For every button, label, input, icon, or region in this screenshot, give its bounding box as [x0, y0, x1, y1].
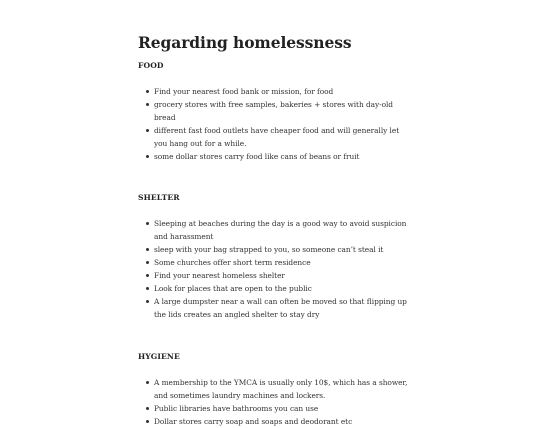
list-item: Look for places that are open to the public — [154, 282, 408, 295]
list-item: A membership to the YMCA is usually only 10$, which has a shower, and sometimes laundry machines and lockers. — [154, 378, 408, 400]
page-title: Regarding homelessness — [138, 33, 352, 52]
section-heading-food: FOOD — [138, 61, 164, 70]
list-item: Some churches offer short term residence — [154, 256, 408, 269]
list-item: sleep with your bag strapped to you, so someone can’t steal it — [154, 243, 408, 256]
food-tips-list — [138, 85, 408, 163]
list-item: some dollar stores carry food like cans of beans or fruit — [154, 150, 408, 163]
list-item: A large dumpster near a wall can often be moved so that flipping up the lids creates an angled shelter to stay dry — [154, 297, 407, 319]
list-item: grocery stores with free samples, bakeries + stores with day-old bread — [154, 98, 408, 124]
list-item: different fast food outlets have cheaper food and will generally let you hang out for a while. — [154, 124, 408, 150]
list-item: Sleeping at beaches during the day is a good way to avoid suspicion and harassment — [154, 219, 407, 241]
hygiene-tips-list — [138, 376, 408, 428]
section-heading-shelter: SHELTER — [138, 193, 180, 202]
list-item: Find your nearest homeless shelter — [154, 269, 408, 282]
list-item: Dollar stores carry soap and soaps and deodorant etc — [154, 415, 408, 428]
shelter-tips-list — [138, 217, 408, 321]
list-item: Find your nearest food bank or mission, for food — [154, 85, 408, 98]
article — [138, 33, 408, 428]
section-heading-hygiene: HYGIENE — [138, 352, 180, 361]
list-item: Public libraries have bathrooms you can use — [154, 402, 408, 415]
